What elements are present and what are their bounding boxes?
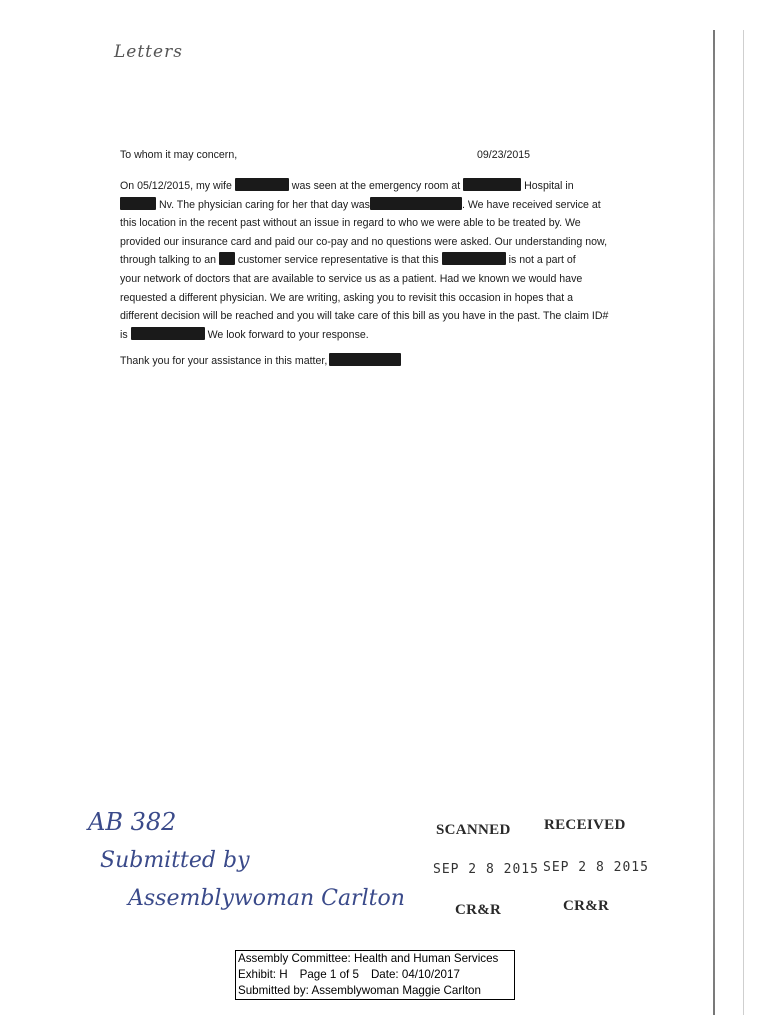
letter-header-row xyxy=(120,146,632,165)
redaction-bar xyxy=(442,252,506,265)
letter-line: different decision will be reached and you will take care of this bill as you have in the past. The claim ID# xyxy=(120,310,609,323)
redaction-bar xyxy=(235,178,289,191)
letter-date: 09/23/2015 xyxy=(477,149,531,161)
scan-edge-line-outer xyxy=(743,30,744,1015)
scanned-stamp-date: SEP 2 8 2015 xyxy=(433,862,539,877)
exhibit-submitted-by: Submitted by: Assemblywoman Maggie Carlton xyxy=(238,984,481,997)
redaction-bar xyxy=(370,197,462,210)
letter-text: . We have received service at xyxy=(461,198,601,211)
handwritten-letters-note: Letters xyxy=(114,42,183,62)
salutation: To whom it may concern, xyxy=(120,149,238,161)
redaction-bar xyxy=(120,197,156,210)
letter-line xyxy=(120,326,632,345)
letter-line: provided our insurance card and paid our co-pay and no questions were asked. Our understanding now, xyxy=(120,235,608,248)
exhibit-label: Exhibit: H xyxy=(238,968,288,981)
scanned-stamp-dept: CR&R xyxy=(455,902,502,918)
letter-line xyxy=(120,177,632,196)
letter-line: this location in the recent past without an issue in regard to who we were able to be treated by. We xyxy=(120,217,581,230)
letter-line xyxy=(120,196,632,215)
exhibit-date: Date: 04/10/2017 xyxy=(370,968,460,981)
exhibit-details-row xyxy=(238,967,514,983)
letter-closing xyxy=(120,352,632,371)
letter-text: through talking to an xyxy=(120,254,217,267)
handwritten-submitter-name: Assemblywoman Carlton xyxy=(128,886,405,911)
received-stamp-dept: CR&R xyxy=(563,898,610,914)
redaction-bar xyxy=(463,178,521,191)
scan-edge-line xyxy=(713,30,715,1015)
received-stamp-label: RECEIVED xyxy=(544,817,626,833)
letter-text: is xyxy=(120,328,128,341)
letter-text: is not a part of xyxy=(508,254,576,267)
letter-body xyxy=(120,146,632,371)
redaction-bar xyxy=(219,252,235,265)
redaction-bar xyxy=(131,327,205,340)
handwritten-submitted-by: Submitted by xyxy=(100,848,250,873)
letter-line xyxy=(120,251,632,270)
received-stamp-date: SEP 2 8 2015 xyxy=(543,860,649,875)
letter-text: We look forward to your response. xyxy=(207,328,369,341)
letter-text: Nv. The physician caring for her that day was xyxy=(158,198,370,211)
letter-line: requested a different physician. We are writing, asking you to revisit this occasion in hopes that a xyxy=(120,291,574,304)
letter-line: your network of doctors that are available to service us as a patient. Had we known we would have xyxy=(120,272,583,285)
exhibit-committee: Assembly Committee: Health and Human Services xyxy=(238,952,499,965)
scanned-stamp-label: SCANNED xyxy=(436,822,511,838)
closing-text: Thank you for your assistance in this matter, xyxy=(120,355,328,368)
exhibit-page: Page 1 of 5 xyxy=(299,968,359,981)
handwritten-bill-number: AB 382 xyxy=(88,808,177,836)
letter-text: was seen at the emergency room at xyxy=(291,180,461,192)
letter-text: Hospital in xyxy=(524,180,574,192)
exhibit-box xyxy=(235,950,515,1000)
redaction-bar xyxy=(329,353,401,366)
letter-text: On 05/12/2015, my wife xyxy=(120,180,232,192)
letter-text: customer service representative is that this xyxy=(237,254,439,267)
